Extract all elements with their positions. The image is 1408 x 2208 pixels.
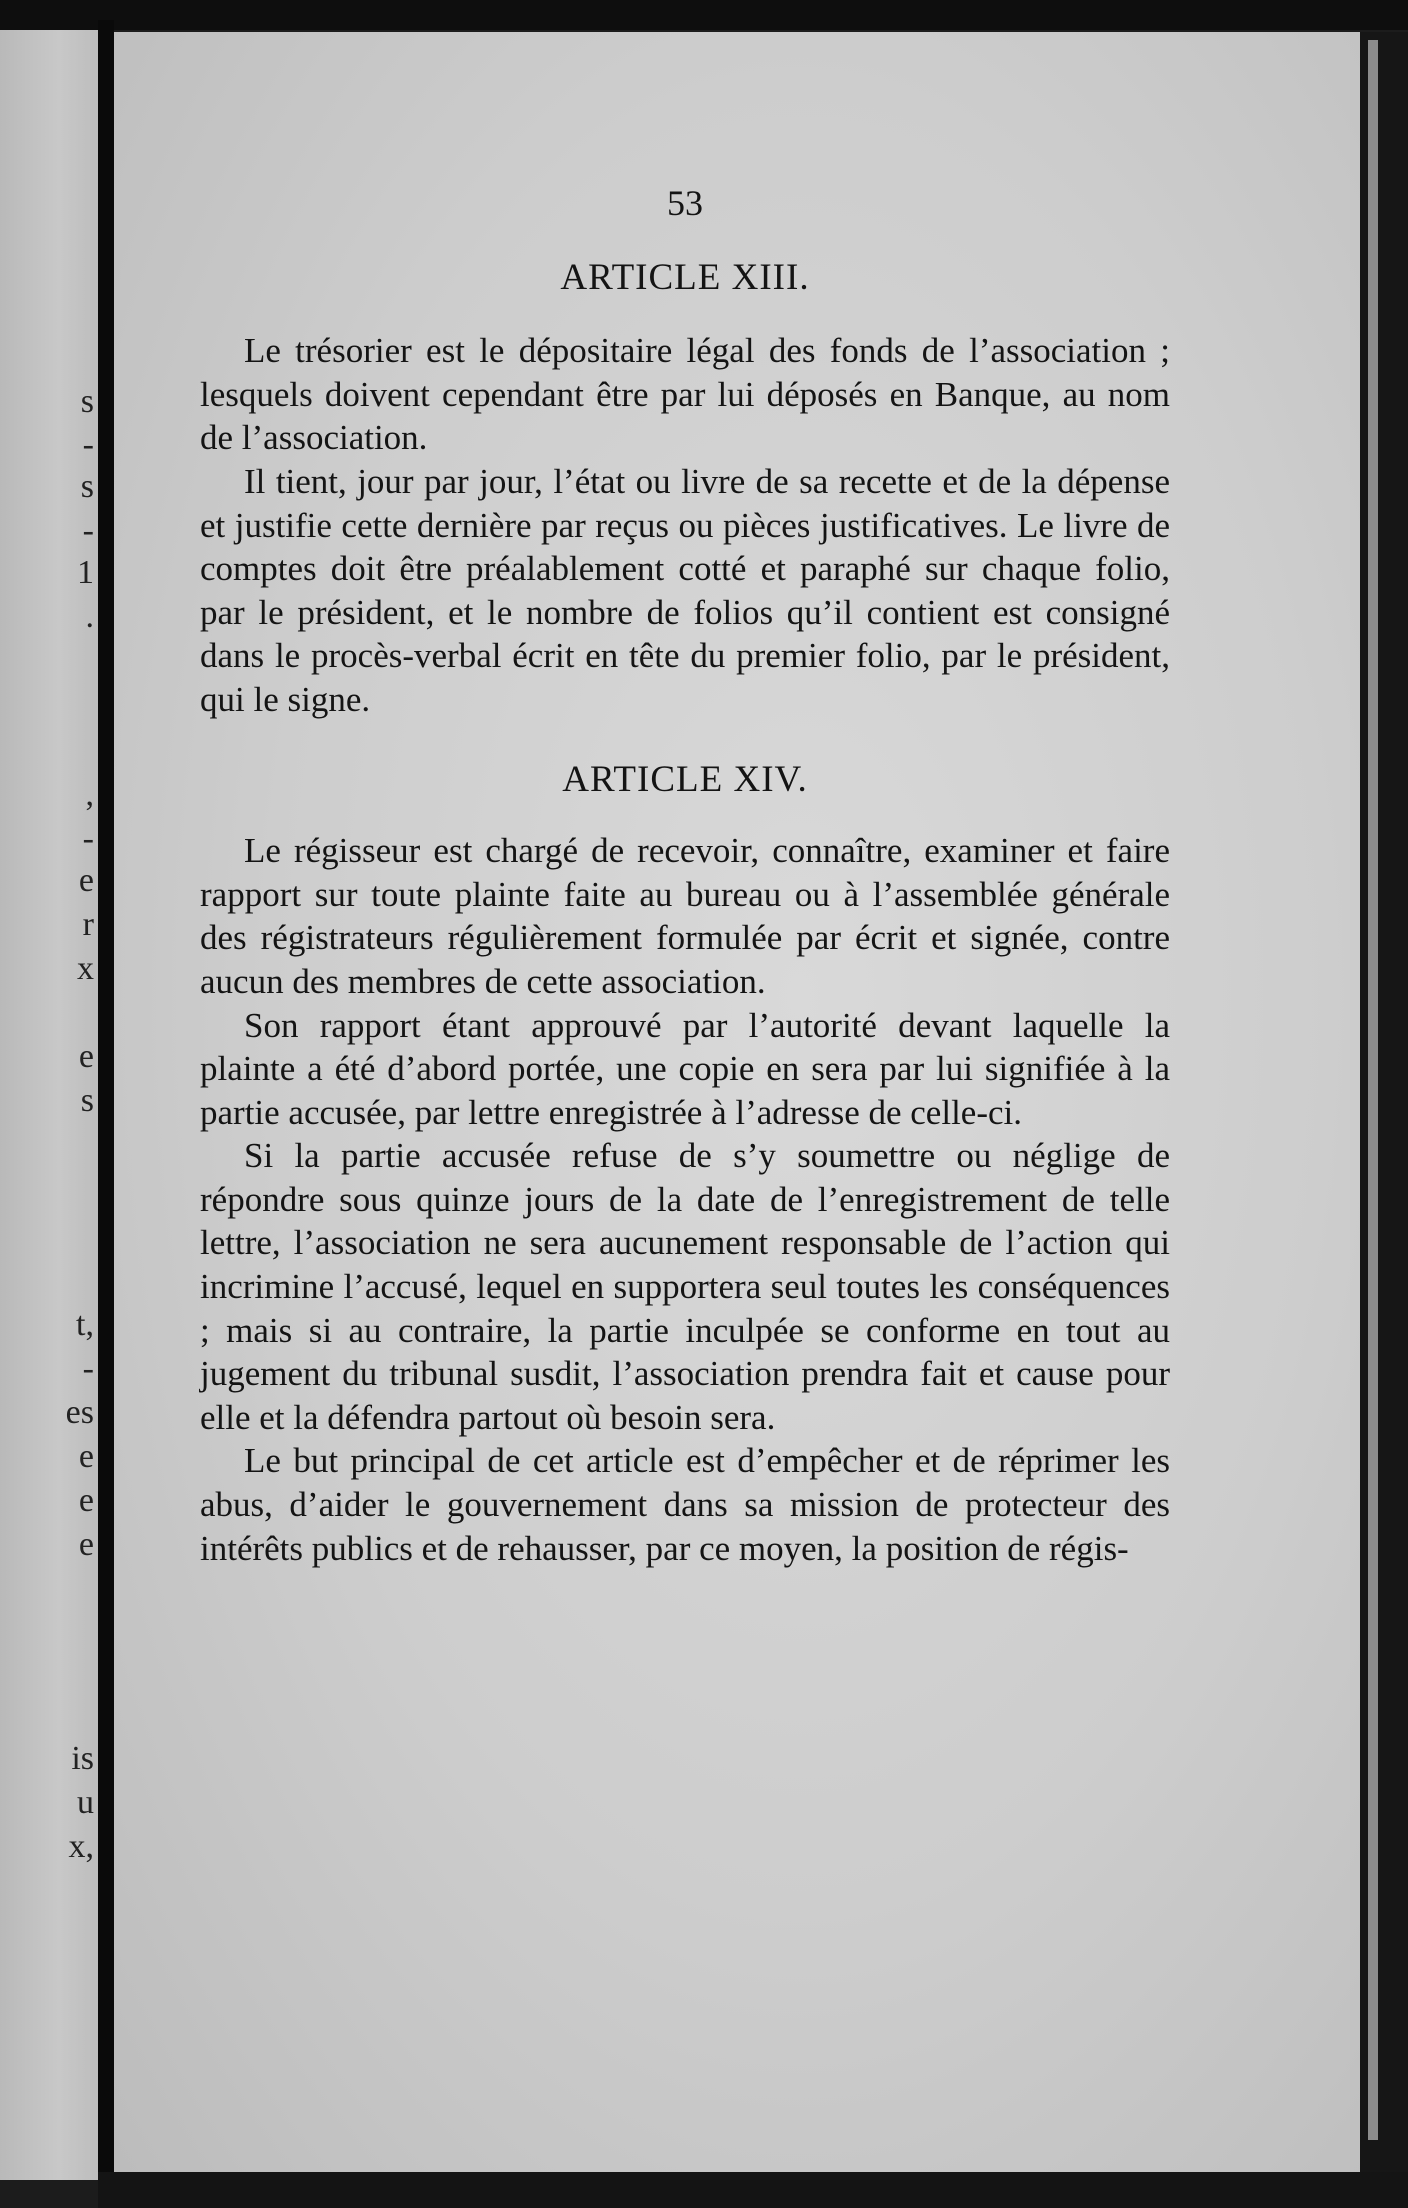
left-page-fragment: - [82, 512, 94, 549]
left-page-fragment: e [78, 1482, 94, 1519]
left-page-fragment: - [82, 1350, 94, 1387]
left-page-text-fragments [0, 30, 98, 2180]
left-page-fragment: e [78, 1038, 94, 1075]
paragraph: Si la partie accusée refuse de s’y soumettre ou néglige de répondre sous quinze jours de la date de l’enregistrement de telle lettre, l’association ne sera aucunement responsable de l’action qui incrimine l’accusé, lequel en supportera seul toutes les conséquences ; mais si au contraire, la partie inculpée se conforme en tout au jugement du tribunal susdit, l’association prendra fait et cause pour elle et la défendra partout où besoin sera. [200, 1136, 1170, 1437]
left-page-fragment: u [77, 1784, 94, 1821]
left-page-fragment: r [82, 906, 94, 943]
book-gutter [98, 20, 114, 2208]
left-page-fragment: 1 [77, 554, 94, 591]
left-facing-page [0, 30, 98, 2180]
left-page-fragment: , [85, 776, 94, 813]
page-stack-edge [1368, 40, 1378, 2140]
left-page-fragment: . [85, 598, 94, 635]
paragraph: Le but principal de cet article est d’empêcher et de réprimer les abus, d’aider le gouvernement dans sa mission de protecteur des intérêts publics et de rehausser, par ce moyen, la position de régis- [200, 1441, 1170, 1568]
left-page-fragment: s [80, 383, 94, 420]
left-page-fragment: e [78, 1438, 94, 1475]
article-xiv-heading: ARTICLE XIV. [562, 758, 808, 800]
left-page-fragment: - [82, 820, 94, 857]
left-page-fragment: x, [68, 1828, 94, 1865]
paragraph: Le régisseur est chargé de recevoir, connaître, examiner et faire rapport sur toute plainte faite au bureau ou à l’assemblée générale des régistrateurs régulièrement formulée par écrit et signée, contre aucun des membres de cette association. [200, 831, 1170, 1001]
left-page-fragment: x [77, 950, 94, 987]
left-page-fragment: - [82, 426, 94, 463]
page-number: 53 [667, 183, 703, 223]
left-page-fragment: e [78, 1526, 94, 1563]
paragraph: Son rapport étant approuvé par l’autorité devant laquelle la plainte a été d’abord portée, une copie en sera par lui signifiée à la partie accusée, par lettre enregistrée à l’adresse de celle-ci. [200, 1005, 1170, 1132]
left-page-fragment: t, [76, 1306, 94, 1343]
left-page-fragment: es [65, 1394, 94, 1431]
page-text [200, 182, 1170, 1570]
left-page-fragment: e [78, 862, 94, 899]
left-page-fragment: is [71, 1740, 94, 1777]
scan-bottom-edge [98, 2172, 1408, 2208]
left-page-fragment: s [80, 468, 94, 505]
scan-top-edge [0, 0, 1408, 30]
paragraph: Le trésorier est le dépositaire légal des fonds de l’association ; lesquels doivent cependant être par lui déposés en Banque, au nom de l’association. [200, 331, 1170, 458]
paragraph: Il tient, jour par jour, l’état ou livre de sa recette et de la dépense et justifie cette dernière par reçus ou pièces justificatives. Le livre de comptes doit être préalablement cotté et paraphé sur chaque folio, par le président, et le nombre de folios qu’il contient est consigné dans le procès-verbal écrit en tête du premier folio, par le président, qui le signe. [200, 461, 1170, 719]
article-xiii-heading: ARTICLE XIII. [560, 256, 810, 298]
left-page-fragment: s [80, 1082, 94, 1119]
